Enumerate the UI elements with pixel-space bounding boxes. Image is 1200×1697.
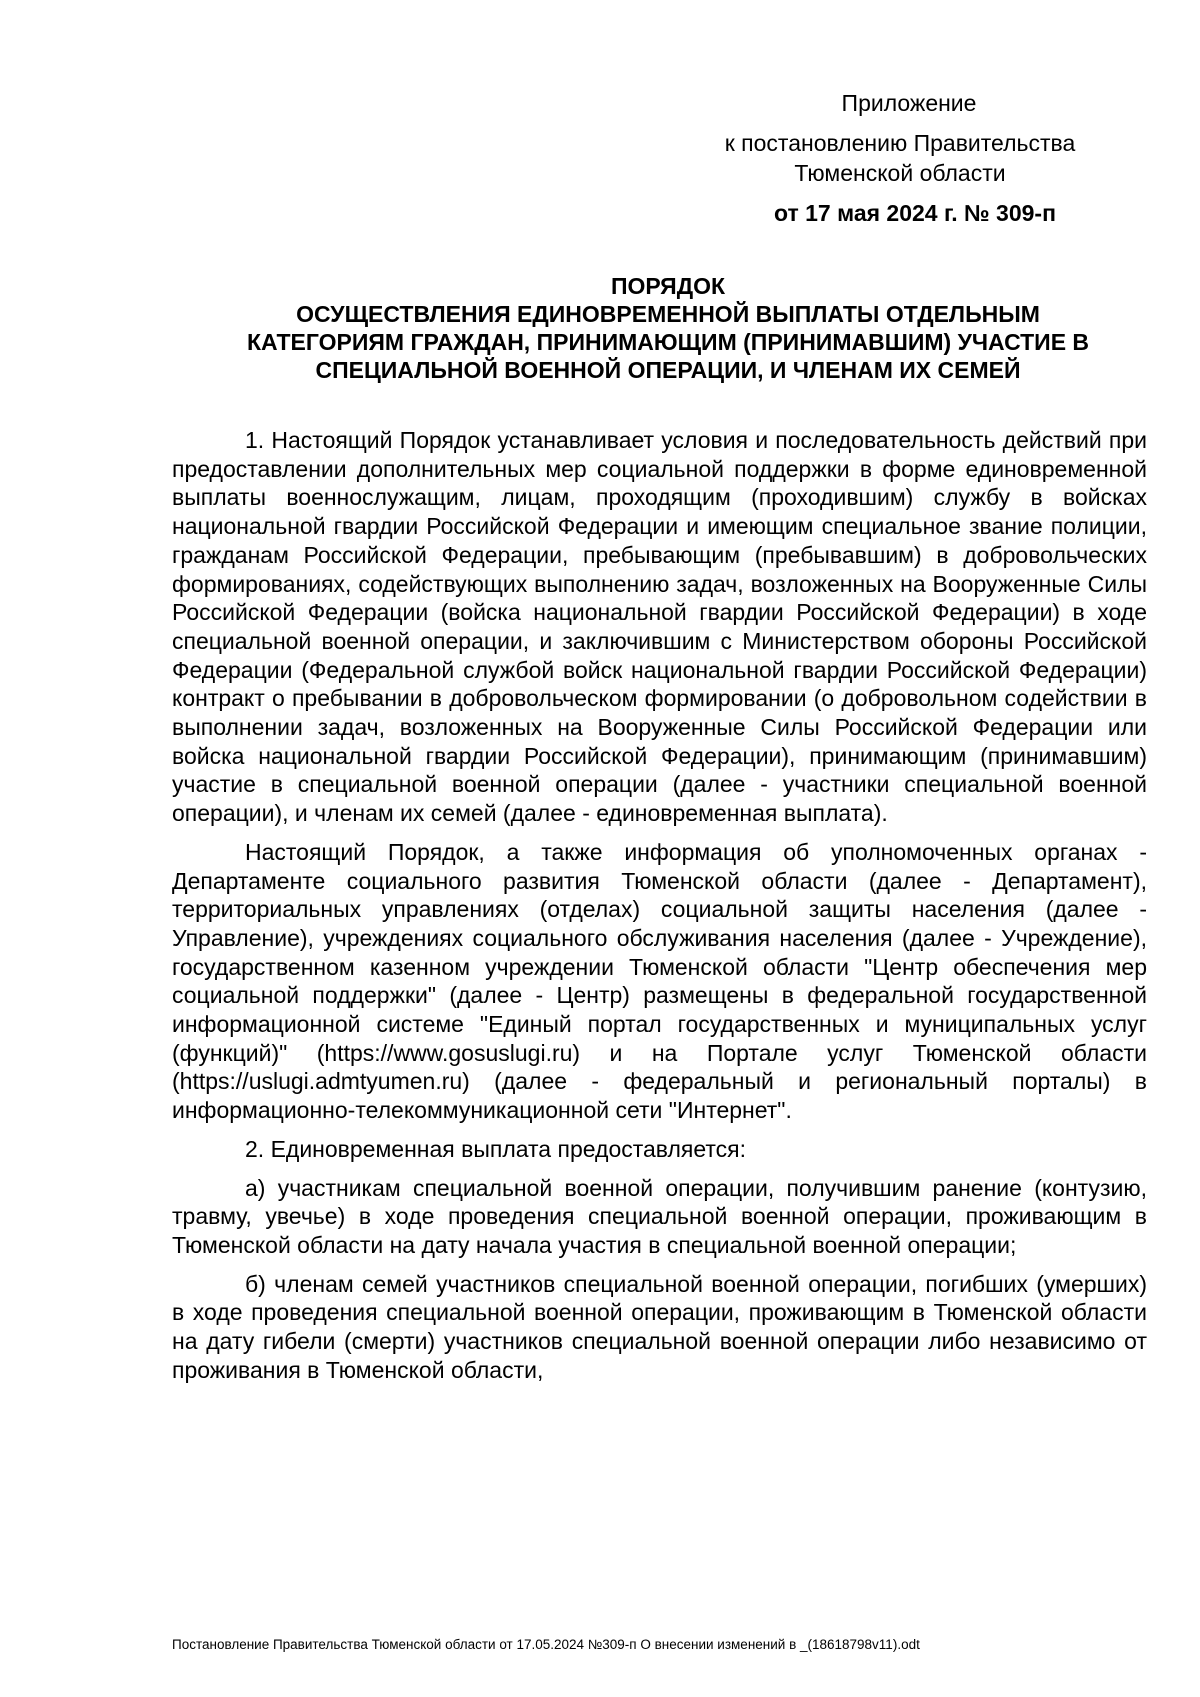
appendix-label: Приложение — [841, 90, 977, 116]
resolution-date-number: от 17 мая 2024 г. № 309-п — [774, 200, 1056, 226]
title-line-1: ПОРЯДОК — [610, 273, 726, 299]
paragraph-2: Настоящий Порядок, а также информация об уполномоченных органах - Департаменте социального развития Тюменской области (далее - Департамент), территориальных управлениях (отделах) социальной защиты населения (далее - Управление), учреждениях социального обслуживания населения (далее - Учреждение), государственном казенном учреждении Тюменской области "Центр обеспечения мер социальной поддержки" (далее - Центр) размещены в федеральной государственной информационной системе "Единый портал государственных и муниципальных услуг (функций)" (https://www.gosuslugi.ru) и на Портале услуг Тюменской области (https://uslugi.admtyumen.ru) (далее - федеральный и региональный порталы) в информационно-телекоммуникационной сети "Интернет". — [172, 838, 1147, 1124]
paragraph-1: 1. Настоящий Порядок устанавливает условия и последовательность действий при предоставлении дополнительных мер социальной поддержки в форме единовременной выплаты военнослужащим, лицам, проходящим (проходившим) службу в войсках национальной гвардии Российской Федерации и имеющим специальное звание полиции, гражданам Российской Федерации, пребывающим (пребывавшим) в добровольческих формированиях, содействующих выполнению задач, возложенных на Вооруженные Силы Российской Федерации (войска национальной гвардии Российской Федерации) в ходе специальной военной операции, и заключившим с Министерством обороны Российской Федерации (Федеральной службой войск национальной гвардии Российской Федерации) контракт о пребывании в добровольческом формировании (о добровольном содействии в выполнении задач, возложенных на Вооруженные Силы Российской Федерации или войска национальной гвардии Российской Федерации), принимающим (принимавшим) участие в специальной военной операции (далее - участники специальной военной операции), и членам их семей (далее - единовременная выплата). — [172, 427, 1147, 827]
page-footer: Постановление Правительства Тюменской области от 17.05.2024 №309-п О внесении изменений в _(18618798v11).odt — [172, 1637, 920, 1652]
paragraph-5: б) членам семей участников специальной военной операции, погибших (умерших) в ходе проведения специальной военной операции, проживающим в Тюменской области на дату гибели (смерти) участников специальной военной операции либо независимо от проживания в Тюменской области, — [172, 1270, 1147, 1383]
appendix-header — [700, 88, 1100, 228]
document-body — [172, 426, 1147, 1385]
resolution-reference-line-2: Тюменской области — [794, 160, 1006, 186]
title-line-3: КАТЕГОРИЯМ ГРАЖДАН, ПРИНИМАЮЩИМ (ПРИНИМАВШИМ) УЧАСТИЕ В — [246, 329, 1090, 355]
resolution-reference-line-1: к постановлению Правительства — [724, 130, 1076, 156]
title-line-4: СПЕЦИАЛЬНОЙ ВОЕННОЙ ОПЕРАЦИИ, И ЧЛЕНАМ ИХ СЕМЕЙ — [315, 357, 1021, 383]
document-title — [168, 272, 1168, 384]
paragraph-4: а) участникам специальной военной операции, получившим ранение (контузию, травму, увечье) в ходе проведения специальной военной операции, проживающим в Тюменской области на дату начала участия в специальной военной операции; — [172, 1174, 1147, 1258]
title-line-2: ОСУЩЕСТВЛЕНИЯ ЕДИНОВРЕМЕННОЙ ВЫПЛАТЫ ОТДЕЛЬНЫМ — [296, 301, 1040, 327]
paragraph-3: 2. Единовременная выплата предоставляется: — [245, 1135, 747, 1162]
